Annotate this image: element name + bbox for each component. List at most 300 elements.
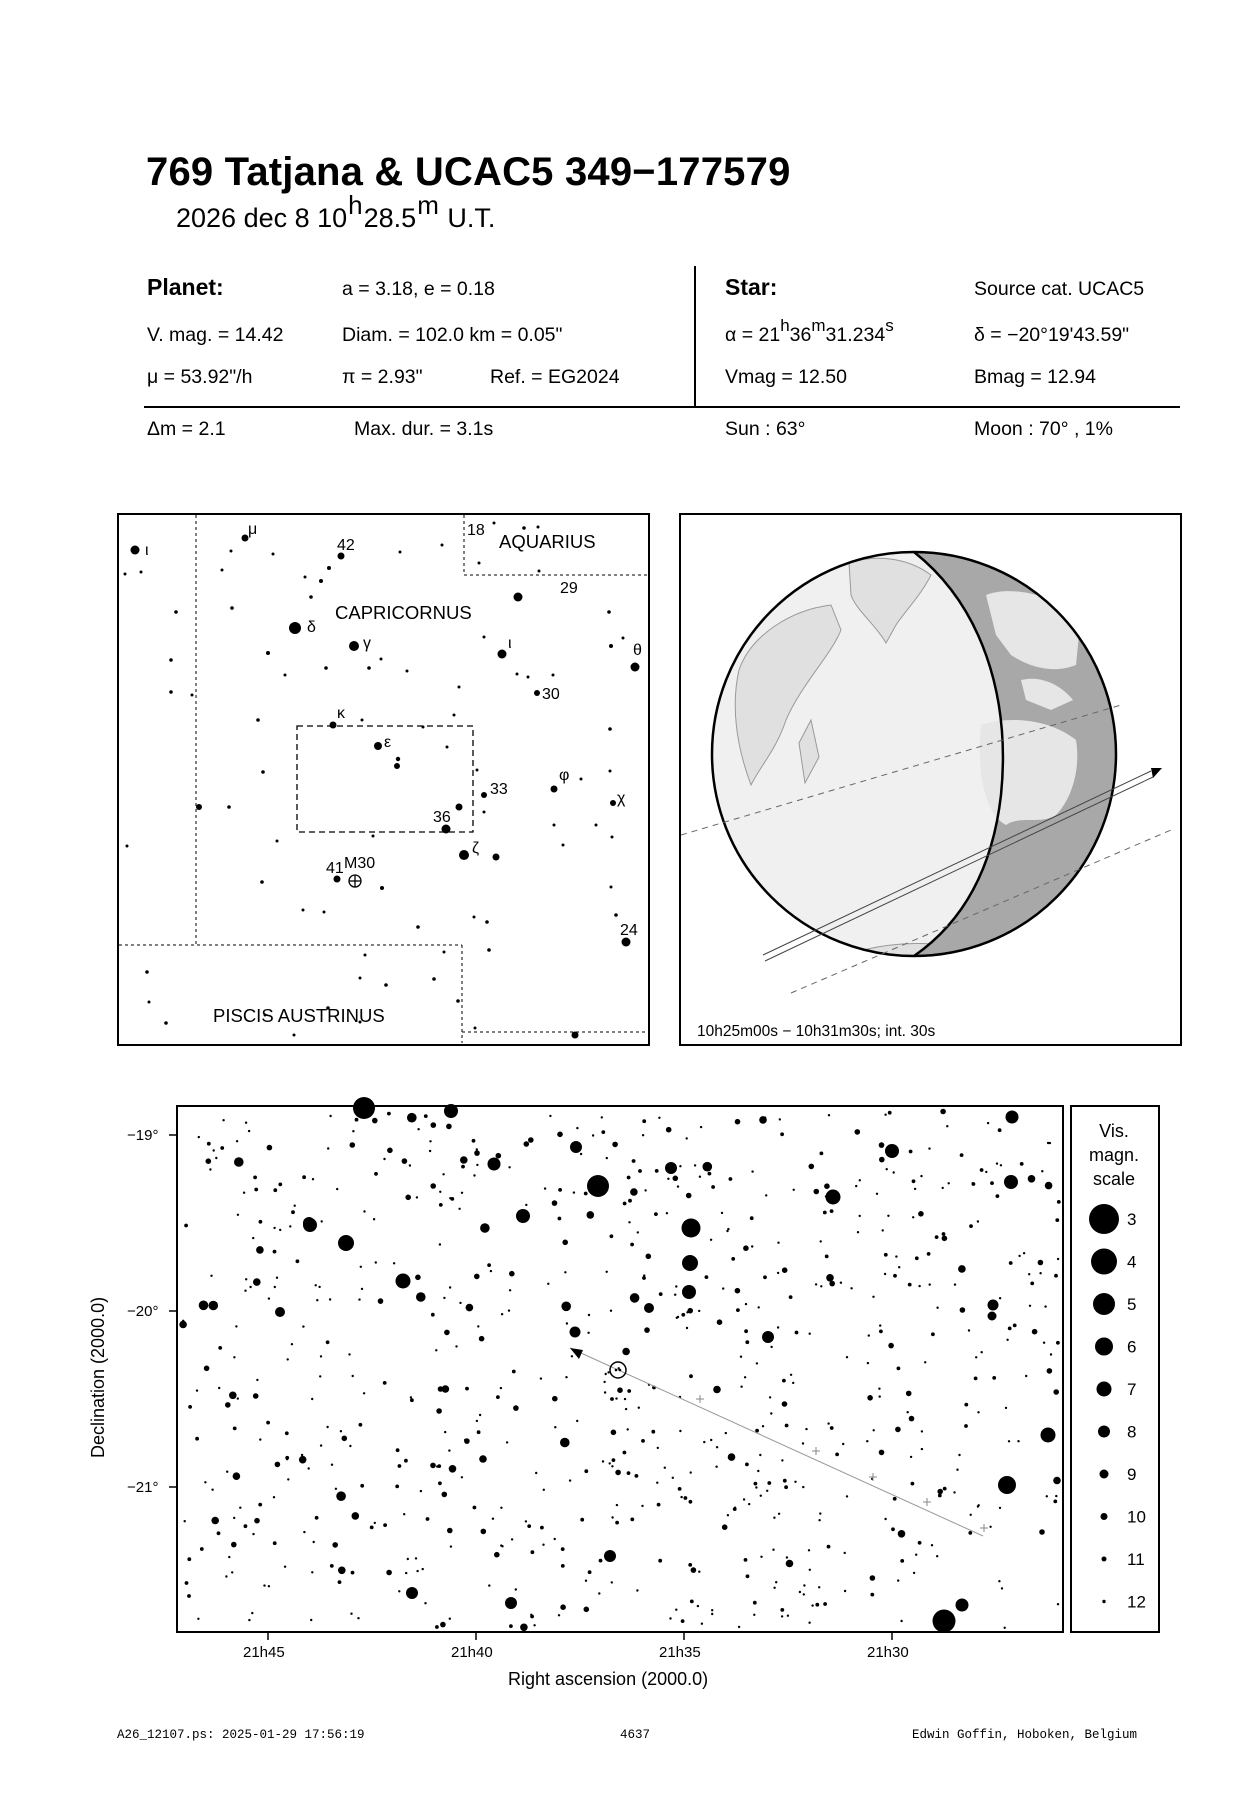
field-star: [627, 1389, 631, 1393]
field-star: [777, 1242, 779, 1244]
field-star: [1032, 1329, 1038, 1335]
field-star: [710, 1239, 712, 1241]
field-star: [623, 1202, 627, 1206]
field-star: [657, 1447, 659, 1449]
field-star: [492, 1518, 494, 1520]
field-star: [820, 1240, 822, 1242]
field-star: [637, 1231, 639, 1233]
field-star: [460, 1156, 468, 1164]
field-star: [303, 1531, 305, 1533]
field-star: [355, 1118, 359, 1122]
bright-star: [1004, 1175, 1018, 1189]
field-star: [543, 1489, 545, 1491]
field-star: [646, 1254, 652, 1260]
field-star: [301, 1454, 303, 1456]
field-star: [327, 1147, 329, 1149]
field-star: [990, 1181, 994, 1185]
field-star: [722, 1524, 728, 1530]
field-star: [213, 1521, 215, 1523]
field-star: [636, 1589, 638, 1591]
field-star: [898, 1266, 900, 1268]
field-star: [474, 1274, 480, 1280]
field-star: [430, 1463, 436, 1469]
field-star: [867, 1362, 869, 1364]
field-star: [977, 1220, 979, 1222]
field-star: [294, 1205, 296, 1207]
field-star: [744, 1329, 748, 1333]
field-star: [276, 1277, 278, 1279]
field-star: [827, 1545, 831, 1549]
field-star: [943, 1487, 947, 1491]
scale-label-mag-3: 3: [1127, 1210, 1137, 1229]
field-star: [320, 1444, 322, 1446]
field-star: [782, 1267, 788, 1273]
field-star: [876, 1193, 878, 1195]
field-star: [348, 1353, 350, 1355]
field-star: [573, 1191, 575, 1193]
field-star: [946, 1125, 948, 1127]
field-star: [921, 1430, 923, 1432]
field-star: [253, 1176, 257, 1180]
field-star: [222, 1119, 224, 1121]
field-star: [658, 1559, 662, 1563]
field-star: [610, 1310, 612, 1312]
field-star: [207, 1142, 211, 1146]
field-star: [330, 1564, 334, 1568]
field-star: [338, 1567, 346, 1575]
field-star: [974, 1377, 978, 1381]
scale-label-mag-11: 11: [1127, 1550, 1145, 1569]
field-star: [584, 1607, 590, 1613]
field-star: [424, 1602, 426, 1604]
field-star: [803, 1593, 805, 1595]
magnitude-scale-rows: [1089, 1204, 1146, 1612]
field-star: [975, 1356, 977, 1358]
field-star: [910, 1456, 912, 1458]
field-star: [691, 1567, 697, 1573]
bright-star: [406, 1587, 418, 1599]
bright-star: [275, 1307, 285, 1317]
field-star: [370, 1526, 374, 1530]
y-tick-20: −20°: [127, 1303, 159, 1320]
star-label-24: 24: [620, 922, 638, 939]
field-star: [267, 1145, 273, 1151]
field-star: [679, 1430, 681, 1432]
field-star: [1000, 1164, 1002, 1166]
field-star: [438, 1481, 442, 1485]
field-star: [225, 1402, 231, 1408]
bright-star: [604, 1550, 616, 1562]
field-star: [439, 1243, 441, 1245]
field-star: [643, 1274, 645, 1276]
field-star: [225, 1575, 227, 1577]
field-star: [728, 1453, 736, 1461]
field-star: [912, 1179, 916, 1183]
field-star: [893, 1171, 895, 1173]
field-star: [1050, 1353, 1052, 1355]
field-star: [1041, 1170, 1043, 1172]
field-star: [231, 1571, 233, 1573]
y-tick-21: −21°: [127, 1479, 159, 1496]
field-star: [515, 1588, 517, 1590]
bright-star: [998, 1476, 1016, 1494]
field-star: [320, 1355, 322, 1357]
field-star: [825, 1195, 827, 1197]
field-star: [727, 1514, 729, 1516]
planet-parallax: π = 2.93": [342, 366, 423, 388]
field-star: [744, 1376, 746, 1378]
field-star: [598, 1592, 600, 1594]
field-star: [547, 1283, 549, 1285]
bright-star: [1041, 1428, 1056, 1443]
field-star: [1054, 1274, 1058, 1278]
star-label-42: 42: [337, 537, 355, 554]
field-star: [352, 1130, 354, 1132]
field-star: [781, 1615, 783, 1617]
field-star: [442, 1173, 444, 1175]
field-star: [715, 1466, 717, 1468]
field-star: [888, 1343, 894, 1349]
scale-label-mag-7: 7: [1127, 1380, 1137, 1399]
bright-star: [516, 1209, 530, 1223]
field-star: [196, 1389, 198, 1391]
field-star: [501, 1313, 503, 1315]
field-star: [1028, 1175, 1036, 1183]
field-star: [461, 1192, 463, 1194]
field-star: [908, 1283, 912, 1287]
field-star: [826, 1274, 834, 1282]
field-star: [544, 1187, 546, 1189]
field-star: [416, 1196, 418, 1198]
field-star: [735, 1288, 741, 1294]
field-star: [830, 1209, 834, 1213]
field-star: [1030, 1282, 1034, 1286]
field-star: [500, 1387, 502, 1389]
field-star: [686, 1193, 692, 1199]
field-star: [592, 1134, 594, 1136]
field-star: [375, 1261, 377, 1263]
field-star: [184, 1224, 188, 1228]
field-star: [658, 1117, 660, 1119]
field-star: [395, 1485, 399, 1489]
field-star: [561, 1547, 565, 1551]
field-star: [628, 1199, 632, 1203]
field-star: [999, 1507, 1001, 1509]
field-star: [500, 1507, 502, 1509]
field-star: [779, 1118, 781, 1120]
field-star: [895, 1255, 897, 1257]
field-star: [554, 1538, 556, 1540]
field-star: [727, 1228, 729, 1230]
field-star: [785, 1424, 789, 1428]
field-star: [248, 1130, 250, 1132]
field-star: [659, 1292, 663, 1296]
field-star: [234, 1157, 244, 1167]
field-star: [675, 1285, 677, 1287]
field-star: [690, 1471, 692, 1473]
star-label-kappa: κ: [337, 705, 345, 722]
field-star: [884, 1518, 886, 1520]
field-star: [859, 1179, 861, 1181]
field-star: [1017, 1440, 1019, 1442]
planet-vmag: V. mag. = 14.42: [147, 324, 284, 346]
field-star: [799, 1591, 801, 1593]
field-star: [735, 1119, 741, 1125]
scale-dot-mag-9: [1100, 1470, 1109, 1479]
globe-time-range: 10h25m00s − 10h31m30s; int. 30s: [697, 1023, 936, 1040]
field-star: [374, 1172, 378, 1176]
field-star: [520, 1624, 528, 1632]
field-star: [587, 1211, 595, 1219]
field-star: [777, 1272, 779, 1274]
field-star: [802, 1442, 804, 1444]
field-star: [895, 1427, 901, 1433]
star-label-gamma: γ: [363, 635, 371, 652]
field-star: [299, 1456, 307, 1464]
scale-dot-mag-6: [1095, 1338, 1113, 1356]
field-star: [479, 1336, 485, 1342]
field-star: [716, 1446, 718, 1448]
field-star: [686, 1233, 690, 1237]
field-star: [1008, 1327, 1012, 1331]
axis-ticks: [169, 1135, 892, 1640]
field-star: [909, 1416, 915, 1422]
field-star: [745, 1340, 749, 1344]
bright-star: [956, 1599, 969, 1612]
field-star: [824, 1183, 830, 1189]
field-star: [823, 1211, 827, 1215]
field-star: [744, 1558, 748, 1562]
scale-title-line-3: scale: [1092, 1169, 1136, 1189]
scale-label-mag-6: 6: [1127, 1337, 1137, 1357]
field-star: [669, 1617, 671, 1619]
event-minutes: 28.5: [363, 203, 417, 233]
field-star: [274, 1286, 276, 1288]
field-star: [233, 1472, 241, 1480]
field-star: [444, 1330, 450, 1336]
field-star: [915, 1554, 917, 1556]
field-star: [624, 1398, 626, 1400]
field-star: [884, 1273, 886, 1275]
field-star: [1020, 1162, 1024, 1166]
field-star: [466, 1304, 474, 1312]
field-star: [909, 1150, 913, 1154]
field-star: [789, 1295, 793, 1299]
ra-seconds: 31.234: [825, 324, 886, 346]
field-star: [970, 1514, 972, 1516]
hour-unit: h: [348, 190, 363, 220]
field-star: [898, 1530, 906, 1538]
field-star: [479, 1455, 487, 1463]
field-star: [844, 1590, 846, 1592]
field-star: [701, 1623, 703, 1625]
field-star: [814, 1189, 820, 1195]
field-star: [335, 1488, 337, 1490]
field-star: [508, 1166, 510, 1168]
bright-star: [488, 1158, 501, 1171]
field-star: [859, 1215, 861, 1217]
x-tick-21h35: 21h35: [659, 1644, 701, 1661]
field-star: [464, 1438, 470, 1444]
field-star: [960, 1153, 964, 1157]
field-star: [729, 1177, 733, 1181]
planet-header: Planet:: [147, 274, 224, 300]
field-star: [416, 1292, 426, 1302]
field-star: [888, 1111, 892, 1115]
field-star: [465, 1387, 469, 1391]
field-star: [743, 1245, 749, 1251]
field-star: [601, 1130, 605, 1134]
star-label-mu: μ: [248, 521, 258, 538]
field-star: [666, 1212, 668, 1214]
star-label-iota-1: ι: [145, 542, 149, 559]
field-star: [867, 1395, 873, 1401]
field-star: [366, 1108, 370, 1112]
field-star: [879, 1157, 885, 1163]
field-star: [273, 1227, 275, 1229]
field-star: [476, 1420, 478, 1422]
field-star: [753, 1614, 755, 1616]
field-star: [279, 1229, 281, 1231]
field-star: [446, 1124, 452, 1130]
field-star: [239, 1507, 241, 1509]
field-star: [802, 1486, 804, 1488]
field-star: [562, 1240, 568, 1246]
field-star: [738, 1626, 740, 1628]
field-star: [956, 1469, 958, 1471]
field-star: [488, 1584, 490, 1586]
field-star: [605, 1373, 607, 1375]
field-star: [882, 1229, 884, 1231]
field-star: [675, 1609, 677, 1611]
field-star: [508, 1309, 510, 1311]
field-star: [985, 1171, 987, 1173]
field-star: [352, 1375, 354, 1377]
field-star: [656, 1482, 658, 1484]
field-star: [1049, 1142, 1051, 1144]
field-star: [278, 1183, 282, 1187]
field-star: [809, 1333, 811, 1335]
field-star: [405, 1572, 407, 1574]
bright-star: [505, 1597, 517, 1609]
field-star: [403, 1513, 405, 1515]
field-star: [700, 1126, 702, 1128]
field-star: [268, 1585, 270, 1587]
field-star: [284, 1566, 286, 1568]
scale-dot-mag-8: [1098, 1426, 1110, 1438]
field-star: [200, 1547, 204, 1551]
x-tick-21h45: 21h45: [243, 1644, 285, 1661]
field-star: [879, 1395, 881, 1397]
field-star: [496, 1395, 500, 1399]
field-star: [703, 1441, 705, 1443]
field-star: [576, 1420, 578, 1422]
field-star: [387, 1148, 393, 1154]
field-star: [1053, 1389, 1059, 1395]
field-star: [651, 1430, 655, 1434]
scale-label-mag-4: 4: [1127, 1252, 1137, 1272]
field-star: [315, 1284, 317, 1286]
field-star: [360, 1266, 362, 1268]
field-star: [599, 1559, 603, 1563]
field-star: [780, 1132, 784, 1136]
field-star: [760, 1495, 762, 1497]
field-star: [688, 1563, 692, 1567]
column-divider: [694, 266, 696, 406]
field-star: [698, 1571, 700, 1573]
field-star: [780, 1608, 784, 1612]
field-star: [458, 1208, 460, 1210]
field-star: [697, 1605, 699, 1607]
field-star: [435, 1349, 437, 1351]
field-star: [918, 1211, 924, 1217]
field-star: [773, 1517, 775, 1519]
field-star: [259, 1220, 263, 1224]
field-star: [842, 1443, 844, 1445]
field-star: [291, 1210, 295, 1214]
bright-star: [682, 1285, 696, 1299]
field-star: [251, 1612, 253, 1614]
field-star: [490, 1270, 492, 1272]
field-star: [308, 1467, 310, 1469]
field-star: [218, 1346, 222, 1350]
field-star: [1018, 1255, 1020, 1257]
field-star: [1001, 1587, 1003, 1589]
field-star: [725, 1432, 727, 1434]
field-star: [450, 1545, 452, 1547]
field-star: [1053, 1477, 1061, 1485]
constellation-aquarius: AQUARIUS: [499, 531, 596, 552]
field-star: [942, 1187, 944, 1189]
field-star: [531, 1550, 535, 1554]
field-star: [415, 1557, 417, 1559]
field-star: [449, 1618, 451, 1620]
field-star: [237, 1397, 239, 1399]
field-star: [1025, 1375, 1027, 1377]
field-star: [287, 1358, 289, 1360]
field-star: [781, 1459, 783, 1461]
field-star: [557, 1132, 563, 1138]
field-star: [512, 1370, 516, 1374]
field-star: [217, 1531, 221, 1535]
scale-label-mag-10: 10: [1127, 1507, 1146, 1527]
detail-chart: [0, 1085, 1239, 1805]
field-star: [891, 1527, 895, 1531]
field-star: [740, 1356, 742, 1358]
field-star: [641, 1439, 645, 1443]
field-star: [703, 1162, 713, 1172]
field-star: [755, 1429, 759, 1433]
field-star: [602, 1460, 604, 1462]
field-star: [677, 1185, 679, 1187]
field-star: [674, 1294, 676, 1296]
scale-dot-mag-5: [1093, 1293, 1115, 1315]
star-header: Star:: [725, 274, 778, 300]
field-star: [879, 1450, 885, 1456]
field-star: [722, 1287, 724, 1289]
field-star: [782, 1401, 788, 1407]
field-star: [336, 1188, 338, 1190]
field-star: [1006, 1339, 1008, 1341]
field-star: [410, 1398, 414, 1402]
field-star: [1056, 1341, 1060, 1345]
time-system: U.T.: [439, 203, 496, 233]
field-star: [616, 1504, 618, 1506]
ra-second-unit: s: [885, 316, 894, 335]
field-star: [565, 1376, 567, 1378]
field-star: [417, 1128, 419, 1130]
field-star: [336, 1491, 346, 1501]
